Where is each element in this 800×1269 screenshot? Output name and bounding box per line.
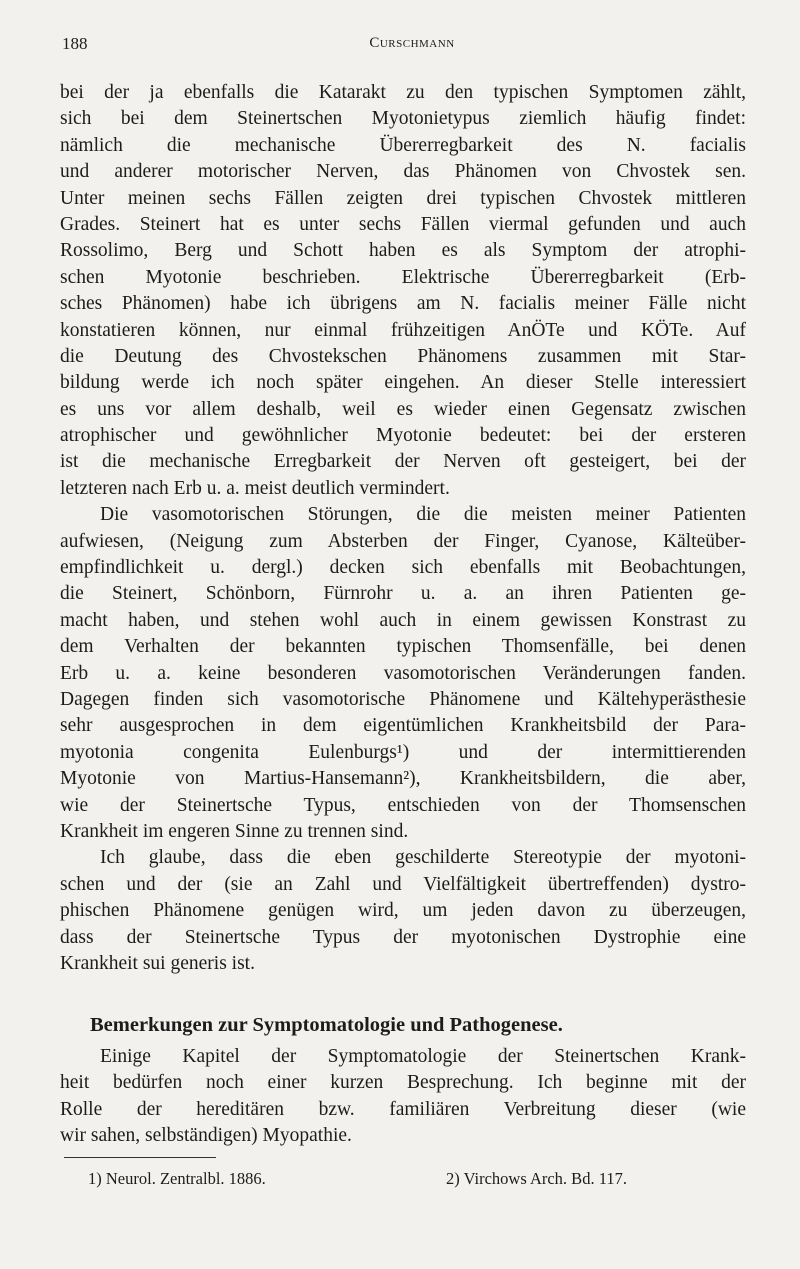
text-line: dem Verhalten der bekannten typischen Thomsenfälle, bei denen (60, 636, 746, 658)
text-line: atrophischer und gewöhnlicher Myotonie bedeutet: bei der ersteren (60, 425, 746, 447)
text-line: Krankheit im engeren Sinne zu trennen sind. (60, 820, 409, 842)
text-line: konstatieren können, nur einmal frühzeitigen AnÖTe und KÖTe. Auf (60, 319, 746, 341)
footnote-2: 2) Virchows Arch. Bd. 117. (446, 1169, 627, 1188)
text-line: wir sahen, selbständigen) Myopathie. (60, 1125, 352, 1147)
text-line: empfindlichkeit u. dergl.) decken sich ebenfalls mit Beobachtungen, (60, 557, 746, 579)
text-line: Rossolimo, Berg und Schott haben es als Symptom der atrophi- (60, 240, 746, 262)
text-line: Rolle der hereditären bzw. familiären Verbreitung dieser (wie (60, 1098, 746, 1120)
section-text (60, 1044, 746, 1150)
text-line: Die vasomotorischen Störungen, die die meisten meiner Patienten (100, 504, 746, 526)
text-line: es uns vor allem deshalb, weil es wieder einen Gegensatz zwischen (60, 398, 746, 420)
text-line: Ich glaube, dass die eben geschilderte Stereotypie der myotoni- (100, 847, 746, 869)
running-head (62, 34, 742, 56)
text-line: ist die mechanische Erregbarkeit der Nerven oft gesteigert, bei der (60, 451, 746, 473)
text-line: Einige Kapitel der Symptomatologie der Steinertschen Krank- (100, 1046, 746, 1067)
text-line: sich bei dem Steinertschen Myotonietypus ziemlich häufig findet: (60, 108, 746, 130)
text-line: die Steinert, Schönborn, Fürnrohr u. a. an ihren Patienten ge- (60, 583, 746, 605)
text-line: Dagegen finden sich vasomotorische Phänomene und Kältehyperästhesie (60, 688, 746, 710)
text-line: schen Myotonie beschrieben. Elektrische Übererregbarkeit (Erb- (60, 266, 746, 288)
text-line: macht haben, und stehen wohl auch in einem gewissen Konstrast zu (60, 609, 746, 631)
text-line: bei der ja ebenfalls die Katarakt zu den typischen Symptomen zählt, (60, 82, 746, 103)
text-line: nämlich die mechanische Übererregbarkeit des N. facialis (60, 134, 746, 156)
text-line: schen und der (sie an Zahl und Vielfältigkeit übertreffenden) dystro- (60, 873, 746, 895)
text-line: und anderer motorischer Nerven, das Phänomen von Chvostek sen. (60, 161, 746, 183)
text-line: letzteren nach Erb u. a. meist deutlich vermindert. (60, 477, 450, 499)
text-line: Myotonie von Martius-Hansemann²), Krankheitsbildern, die aber, (60, 768, 746, 790)
text-line: Krankheit sui generis ist. (60, 952, 255, 974)
body-text (60, 80, 746, 977)
text-line: dass der Steinertsche Typus der myotonischen Dystrophie eine (60, 926, 746, 948)
section-heading: Bemerkungen zur Symptomatologie und Pathogenese. (90, 1014, 563, 1036)
text-line: bildung werde ich noch später eingehen. An dieser Stelle interessiert (60, 372, 746, 394)
text-line: myotonia congenita Eulenburgs¹) und der intermittierenden (60, 741, 746, 763)
footnote-1: 1) Neurol. Zentralbl. 1886. (88, 1169, 266, 1188)
text-line: aufwiesen, (Neigung zum Absterben der Finger, Cyanose, Kälteüber- (60, 530, 746, 552)
text-line: Unter meinen sechs Fällen zeigten drei typischen Chvostek mittleren (60, 187, 746, 209)
text-line: sches Phänomen) habe ich übrigens am N. facialis meiner Fälle nicht (60, 293, 746, 315)
text-line: Grades. Steinert hat es unter sechs Fällen viermal gefunden und auch (60, 213, 746, 235)
text-line: sehr ausgesprochen in dem eigentümlichen Krankheitsbild der Para- (60, 715, 746, 737)
text-line: heit bedürfen noch einer kurzen Besprechung. Ich beginne mit der (60, 1072, 746, 1094)
text-line: phischen Phänomene genügen wird, um jeden davon zu überzeugen, (60, 900, 746, 922)
page-number: 188 (62, 34, 88, 53)
footnote-divider (64, 1157, 216, 1158)
text-line: die Deutung des Chvostekschen Phänomens zusammen mit Star- (60, 345, 746, 367)
text-line: Erb u. a. keine besonderen vasomotorischen Veränderungen fanden. (60, 662, 746, 684)
running-title: Curschmann (369, 35, 455, 51)
text-line: wie der Steinertsche Typus, entschieden von der Thomsenschen (60, 794, 746, 816)
